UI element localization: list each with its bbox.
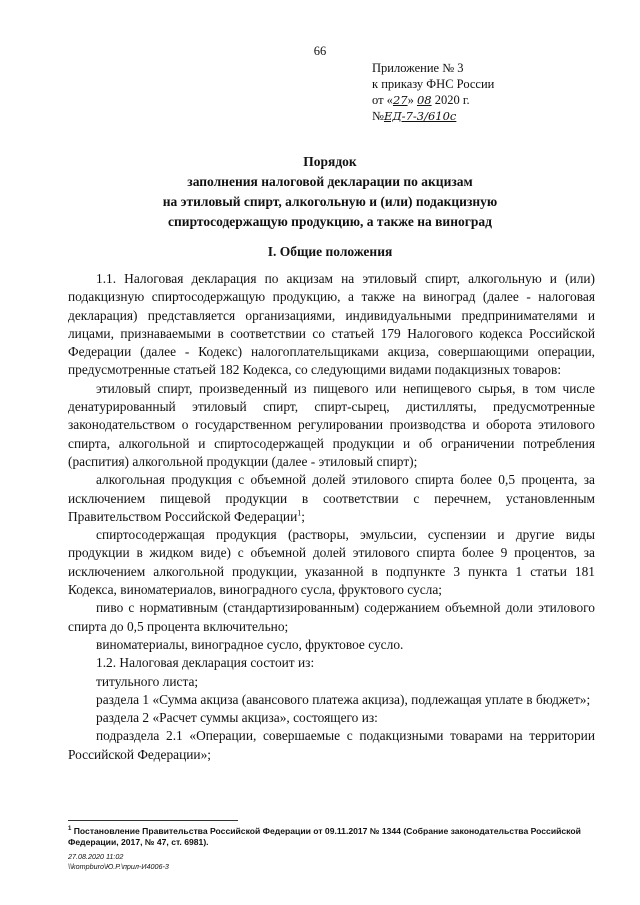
attachment-number [372, 108, 494, 124]
page-number: 66 [313, 44, 327, 58]
date-prefix: от « [372, 93, 393, 107]
paragraph: спиртосодержащая продукция (растворы, эмульсии, суспензии и другие виды продукции в жидком виде) с объемной долей этилового спирта более 9 процентов, за исключением алкогольной продукции, указанной в подпункте 3 пункта 1 статьи 181 Кодекса, виноматериалов, виноградного сусла, фруктового сусла; [68, 527, 595, 598]
paragraph: титульного листа; [96, 673, 199, 689]
footnote-reference: 1 [297, 508, 302, 518]
attachment-date [372, 92, 494, 108]
paragraph: раздела 1 «Сумма акциза (авансового платежа акциза), подлежащая уплате в бюджет»; [96, 691, 591, 707]
title-line: спиртосодержащую продукцию, а также на виноград [168, 214, 492, 229]
paragraph: подраздела 2.1 «Операции, совершаемые с подакцизными товарами на территории Российской Федерации»; [68, 728, 595, 762]
attachment-line-1: Приложение № 3 [372, 61, 464, 75]
paragraph: 1.2. Налоговая декларация состоит из: [96, 655, 315, 671]
title-line: Порядок [303, 154, 357, 169]
print-stamp-path: \\kompburo\Ю.Р.\прил-И4006-3 [68, 862, 169, 871]
title-line: на этиловый спирт, алкогольную и (или) подакцизную [162, 194, 498, 209]
paragraph: этиловый спирт, произведенный из пищевого или непищевого сырья, в том числе денатурированный этиловый спирт, спирт-сырец, дистилляты, предусмотренные законодательством о государственном регулировании производства и оборота этилового спирта, алкогольной и спиртосодержащей продукции и об ограничении потребления (распития) алкогольной продукции (далее - этиловый спирт); [68, 380, 595, 469]
number-prefix: № [372, 109, 384, 123]
paragraph: виноматериалы, виноградное сусло, фруктовое сусло. [96, 636, 404, 652]
paragraph-tail: ; [301, 508, 305, 524]
footnote-divider [68, 820, 238, 821]
footnote [68, 824, 595, 848]
paragraph: раздела 2 «Расчет суммы акциза», состоящего из: [96, 710, 378, 726]
print-stamp-date: 27.08.2020 11:02 [68, 852, 124, 861]
date-suffix: 2020 г. [431, 93, 470, 107]
document-title [60, 152, 600, 232]
paragraph: 1.1. Налоговая декларация по акцизам на этиловый спирт, алкогольную и (или) подакцизную спиртосодержащую продукцию, а также на виноград (далее - налоговая декларация) представляется организациями, индивидуальными предпринимателями и лицами, признаваемыми в соответствии со статьей 179 Налогового кодекса Российской Федерации (далее - Кодекс) налогоплательщиками акциза, совершающими операции, предусмотренные статьей 182 Кодекса, со следующими видами подакцизных товаров: [68, 271, 595, 378]
title-line: заполнения налоговой декларации по акцизам [187, 174, 473, 189]
document-body [68, 270, 595, 764]
date-month: 08 [416, 93, 432, 107]
date-mid: » [407, 93, 417, 107]
paragraph: пиво с нормативным (стандартизированным) содержанием объемной доли этилового спирта до 0,5 процента включительно; [68, 600, 595, 634]
attachment-line-2: к приказу ФНС России [372, 77, 495, 91]
footnote-marker: 1 [68, 826, 72, 832]
date-day: 27 [392, 93, 408, 107]
section-heading: I. Общие положения [267, 244, 393, 259]
paragraph-text: алкогольная продукция с объемной долей этилового спирта более 0,5 процента, за исключением пищевой продукции в соответствии с перечнем, установленным Правительством Российской Федерации [68, 472, 595, 524]
number-value: ЕД-7-3/610с [383, 109, 457, 123]
paragraph [68, 471, 595, 526]
attachment-block [372, 60, 494, 124]
footnote-text: Постановление Правительства Российской Федерации от 09.11.2017 № 1344 (Собрание законодательства Российской Федерации, 2017, № 47, ст. 6981). [68, 825, 581, 847]
